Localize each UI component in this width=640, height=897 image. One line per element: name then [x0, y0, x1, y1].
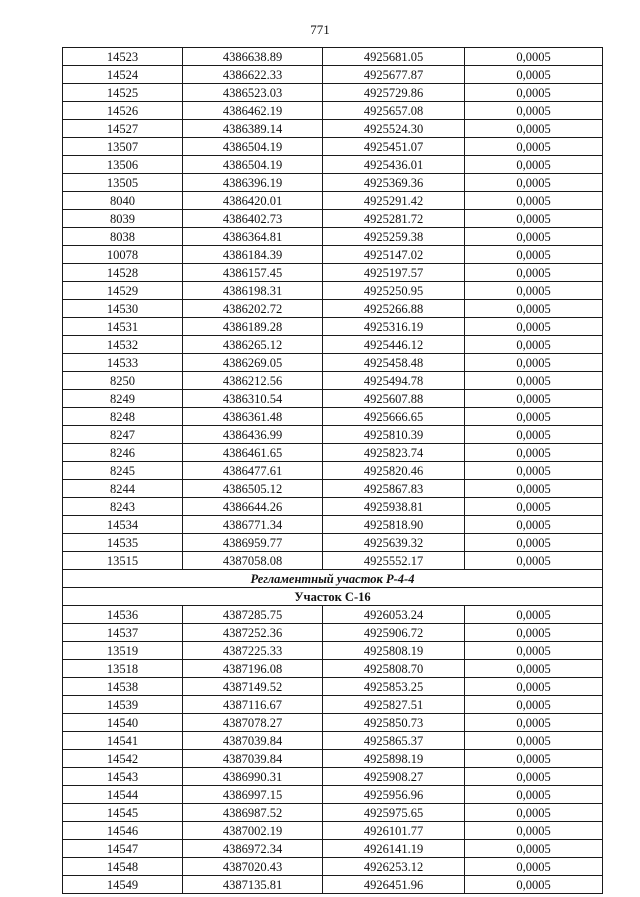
accuracy-cell: 0,0005 [465, 696, 603, 714]
accuracy-cell: 0,0005 [465, 408, 603, 426]
table-row [63, 840, 603, 858]
accuracy-cell: 0,0005 [465, 66, 603, 84]
table-row [63, 120, 603, 138]
accuracy-cell: 0,0005 [465, 822, 603, 840]
accuracy-cell: 0,0005 [465, 678, 603, 696]
x-coordinate-cell: 4387078.27 [183, 714, 323, 732]
section-header-group [63, 570, 603, 606]
accuracy-cell: 0,0005 [465, 354, 603, 372]
accuracy-cell: 0,0005 [465, 336, 603, 354]
table-row [63, 552, 603, 570]
y-coordinate-cell: 4925808.19 [323, 642, 465, 660]
table-row [63, 714, 603, 732]
point-number-cell: 13506 [63, 156, 183, 174]
point-number-cell: 8243 [63, 498, 183, 516]
y-coordinate-cell: 4925906.72 [323, 624, 465, 642]
accuracy-cell: 0,0005 [465, 120, 603, 138]
point-number-cell: 14539 [63, 696, 183, 714]
table-row [63, 876, 603, 894]
x-coordinate-cell: 4387149.52 [183, 678, 323, 696]
y-coordinate-cell: 4925524.30 [323, 120, 465, 138]
y-coordinate-cell: 4925823.74 [323, 444, 465, 462]
accuracy-cell: 0,0005 [465, 876, 603, 894]
table-row [63, 192, 603, 210]
point-number-cell: 8244 [63, 480, 183, 498]
point-number-cell: 14528 [63, 264, 183, 282]
y-coordinate-cell: 4925369.36 [323, 174, 465, 192]
x-coordinate-cell: 4386638.89 [183, 48, 323, 66]
y-coordinate-cell: 4925938.81 [323, 498, 465, 516]
x-coordinate-cell: 4386420.01 [183, 192, 323, 210]
x-coordinate-cell: 4386504.19 [183, 156, 323, 174]
table-row [63, 300, 603, 318]
accuracy-cell: 0,0005 [465, 642, 603, 660]
point-number-cell: 8250 [63, 372, 183, 390]
point-number-cell: 14547 [63, 840, 183, 858]
accuracy-cell: 0,0005 [465, 264, 603, 282]
y-coordinate-cell: 4925850.73 [323, 714, 465, 732]
x-coordinate-cell: 4386269.05 [183, 354, 323, 372]
table-row [63, 678, 603, 696]
table-row [63, 372, 603, 390]
point-number-cell: 8040 [63, 192, 183, 210]
x-coordinate-cell: 4386644.26 [183, 498, 323, 516]
accuracy-cell: 0,0005 [465, 786, 603, 804]
accuracy-cell: 0,0005 [465, 174, 603, 192]
point-number-cell: 13515 [63, 552, 183, 570]
y-coordinate-cell: 4926053.24 [323, 606, 465, 624]
point-number-cell: 14542 [63, 750, 183, 768]
accuracy-cell: 0,0005 [465, 156, 603, 174]
accuracy-cell: 0,0005 [465, 732, 603, 750]
y-coordinate-cell: 4925865.37 [323, 732, 465, 750]
table-row [63, 732, 603, 750]
table-row [63, 336, 603, 354]
y-coordinate-cell: 4926451.96 [323, 876, 465, 894]
table-row [63, 642, 603, 660]
section-header: Регламентный участок Р-4-4 [63, 570, 603, 588]
coordinates-table-body-1 [63, 48, 603, 570]
point-number-cell: 14538 [63, 678, 183, 696]
x-coordinate-cell: 4387285.75 [183, 606, 323, 624]
y-coordinate-cell: 4925316.19 [323, 318, 465, 336]
point-number-cell: 14530 [63, 300, 183, 318]
y-coordinate-cell: 4925867.83 [323, 480, 465, 498]
table-row [63, 66, 603, 84]
x-coordinate-cell: 4386389.14 [183, 120, 323, 138]
point-number-cell: 14535 [63, 534, 183, 552]
x-coordinate-cell: 4386462.19 [183, 102, 323, 120]
x-coordinate-cell: 4386504.19 [183, 138, 323, 156]
x-coordinate-cell: 4387020.43 [183, 858, 323, 876]
section-header-row [63, 570, 603, 588]
table-row [63, 786, 603, 804]
point-number-cell: 8247 [63, 426, 183, 444]
x-coordinate-cell: 4386622.33 [183, 66, 323, 84]
table-row [63, 318, 603, 336]
x-coordinate-cell: 4386265.12 [183, 336, 323, 354]
accuracy-cell: 0,0005 [465, 390, 603, 408]
y-coordinate-cell: 4925677.87 [323, 66, 465, 84]
y-coordinate-cell: 4926253.12 [323, 858, 465, 876]
table-row [63, 84, 603, 102]
point-number-cell: 10078 [63, 246, 183, 264]
table-row [63, 390, 603, 408]
table-row [63, 102, 603, 120]
x-coordinate-cell: 4386477.61 [183, 462, 323, 480]
accuracy-cell: 0,0005 [465, 462, 603, 480]
x-coordinate-cell: 4387116.67 [183, 696, 323, 714]
accuracy-cell: 0,0005 [465, 840, 603, 858]
table-row [63, 228, 603, 246]
accuracy-cell: 0,0005 [465, 210, 603, 228]
table-row [63, 858, 603, 876]
x-coordinate-cell: 4386157.45 [183, 264, 323, 282]
x-coordinate-cell: 4386189.28 [183, 318, 323, 336]
point-number-cell: 8039 [63, 210, 183, 228]
point-number-cell: 13505 [63, 174, 183, 192]
point-number-cell: 14549 [63, 876, 183, 894]
y-coordinate-cell: 4925436.01 [323, 156, 465, 174]
x-coordinate-cell: 4387196.08 [183, 660, 323, 678]
x-coordinate-cell: 4386990.31 [183, 768, 323, 786]
page-number: 771 [310, 22, 330, 37]
x-coordinate-cell: 4386396.19 [183, 174, 323, 192]
accuracy-cell: 0,0005 [465, 516, 603, 534]
x-coordinate-cell: 4387225.33 [183, 642, 323, 660]
accuracy-cell: 0,0005 [465, 660, 603, 678]
point-number-cell: 14546 [63, 822, 183, 840]
table-row [63, 138, 603, 156]
table-row [63, 246, 603, 264]
y-coordinate-cell: 4925607.88 [323, 390, 465, 408]
point-number-cell: 14523 [63, 48, 183, 66]
x-coordinate-cell: 4386997.15 [183, 786, 323, 804]
accuracy-cell: 0,0005 [465, 192, 603, 210]
subsection-header-row [63, 588, 603, 606]
point-number-cell: 14527 [63, 120, 183, 138]
point-number-cell: 14536 [63, 606, 183, 624]
table-row [63, 48, 603, 66]
x-coordinate-cell: 4386987.52 [183, 804, 323, 822]
table-row [63, 498, 603, 516]
table-row [63, 282, 603, 300]
x-coordinate-cell: 4386198.31 [183, 282, 323, 300]
table-row [63, 822, 603, 840]
point-number-cell: 14532 [63, 336, 183, 354]
point-number-cell: 14541 [63, 732, 183, 750]
table-row [63, 174, 603, 192]
table-row [63, 534, 603, 552]
subsection-header: Участок С-16 [63, 588, 603, 606]
y-coordinate-cell: 4925810.39 [323, 426, 465, 444]
coordinates-table [62, 47, 603, 894]
point-number-cell: 14545 [63, 804, 183, 822]
x-coordinate-cell: 4387252.36 [183, 624, 323, 642]
table-row [63, 624, 603, 642]
x-coordinate-cell: 4386959.77 [183, 534, 323, 552]
accuracy-cell: 0,0005 [465, 228, 603, 246]
point-number-cell: 14534 [63, 516, 183, 534]
y-coordinate-cell: 4925956.96 [323, 786, 465, 804]
table-row [63, 480, 603, 498]
y-coordinate-cell: 4925451.07 [323, 138, 465, 156]
accuracy-cell: 0,0005 [465, 102, 603, 120]
x-coordinate-cell: 4386402.73 [183, 210, 323, 228]
accuracy-cell: 0,0005 [465, 606, 603, 624]
y-coordinate-cell: 4925291.42 [323, 192, 465, 210]
y-coordinate-cell: 4925898.19 [323, 750, 465, 768]
y-coordinate-cell: 4925639.32 [323, 534, 465, 552]
y-coordinate-cell: 4925494.78 [323, 372, 465, 390]
accuracy-cell: 0,0005 [465, 84, 603, 102]
table-row [63, 354, 603, 372]
accuracy-cell: 0,0005 [465, 498, 603, 516]
y-coordinate-cell: 4925446.12 [323, 336, 465, 354]
x-coordinate-cell: 4387039.84 [183, 750, 323, 768]
accuracy-cell: 0,0005 [465, 372, 603, 390]
table-row [63, 264, 603, 282]
y-coordinate-cell: 4925197.57 [323, 264, 465, 282]
y-coordinate-cell: 4925820.46 [323, 462, 465, 480]
point-number-cell: 14531 [63, 318, 183, 336]
y-coordinate-cell: 4925259.38 [323, 228, 465, 246]
y-coordinate-cell: 4926141.19 [323, 840, 465, 858]
x-coordinate-cell: 4387039.84 [183, 732, 323, 750]
table-row [63, 804, 603, 822]
point-number-cell: 14525 [63, 84, 183, 102]
y-coordinate-cell: 4925681.05 [323, 48, 465, 66]
x-coordinate-cell: 4386364.81 [183, 228, 323, 246]
accuracy-cell: 0,0005 [465, 858, 603, 876]
y-coordinate-cell: 4925458.48 [323, 354, 465, 372]
point-number-cell: 14537 [63, 624, 183, 642]
point-number-cell: 14524 [63, 66, 183, 84]
y-coordinate-cell: 4925657.08 [323, 102, 465, 120]
x-coordinate-cell: 4386972.34 [183, 840, 323, 858]
accuracy-cell: 0,0005 [465, 300, 603, 318]
x-coordinate-cell: 4386461.65 [183, 444, 323, 462]
accuracy-cell: 0,0005 [465, 804, 603, 822]
table-row [63, 408, 603, 426]
accuracy-cell: 0,0005 [465, 480, 603, 498]
point-number-cell: 8245 [63, 462, 183, 480]
table-row [63, 606, 603, 624]
x-coordinate-cell: 4386202.72 [183, 300, 323, 318]
point-number-cell: 13507 [63, 138, 183, 156]
y-coordinate-cell: 4925818.90 [323, 516, 465, 534]
point-number-cell: 14526 [63, 102, 183, 120]
x-coordinate-cell: 4387135.81 [183, 876, 323, 894]
x-coordinate-cell: 4386505.12 [183, 480, 323, 498]
table-row [63, 426, 603, 444]
point-number-cell: 13518 [63, 660, 183, 678]
accuracy-cell: 0,0005 [465, 624, 603, 642]
y-coordinate-cell: 4925147.02 [323, 246, 465, 264]
accuracy-cell: 0,0005 [465, 48, 603, 66]
accuracy-cell: 0,0005 [465, 534, 603, 552]
x-coordinate-cell: 4386212.56 [183, 372, 323, 390]
table-row [63, 210, 603, 228]
point-number-cell: 8249 [63, 390, 183, 408]
accuracy-cell: 0,0005 [465, 444, 603, 462]
point-number-cell: 14533 [63, 354, 183, 372]
y-coordinate-cell: 4926101.77 [323, 822, 465, 840]
x-coordinate-cell: 4387058.08 [183, 552, 323, 570]
point-number-cell: 14543 [63, 768, 183, 786]
accuracy-cell: 0,0005 [465, 318, 603, 336]
point-number-cell: 14544 [63, 786, 183, 804]
x-coordinate-cell: 4386771.34 [183, 516, 323, 534]
table-row [63, 660, 603, 678]
y-coordinate-cell: 4925281.72 [323, 210, 465, 228]
y-coordinate-cell: 4925552.17 [323, 552, 465, 570]
point-number-cell: 8038 [63, 228, 183, 246]
x-coordinate-cell: 4386361.48 [183, 408, 323, 426]
accuracy-cell: 0,0005 [465, 282, 603, 300]
y-coordinate-cell: 4925266.88 [323, 300, 465, 318]
x-coordinate-cell: 4386436.99 [183, 426, 323, 444]
accuracy-cell: 0,0005 [465, 552, 603, 570]
y-coordinate-cell: 4925975.65 [323, 804, 465, 822]
x-coordinate-cell: 4386184.39 [183, 246, 323, 264]
point-number-cell: 14529 [63, 282, 183, 300]
accuracy-cell: 0,0005 [465, 246, 603, 264]
point-number-cell: 14548 [63, 858, 183, 876]
point-number-cell: 14540 [63, 714, 183, 732]
y-coordinate-cell: 4925908.27 [323, 768, 465, 786]
x-coordinate-cell: 4386310.54 [183, 390, 323, 408]
accuracy-cell: 0,0005 [465, 714, 603, 732]
point-number-cell: 8248 [63, 408, 183, 426]
point-number-cell: 13519 [63, 642, 183, 660]
table-row [63, 768, 603, 786]
accuracy-cell: 0,0005 [465, 138, 603, 156]
accuracy-cell: 0,0005 [465, 426, 603, 444]
table-row [63, 156, 603, 174]
table-row [63, 696, 603, 714]
x-coordinate-cell: 4387002.19 [183, 822, 323, 840]
y-coordinate-cell: 4925250.95 [323, 282, 465, 300]
table-row [63, 750, 603, 768]
y-coordinate-cell: 4925808.70 [323, 660, 465, 678]
accuracy-cell: 0,0005 [465, 750, 603, 768]
x-coordinate-cell: 4386523.03 [183, 84, 323, 102]
coordinates-table-body-2 [63, 606, 603, 894]
y-coordinate-cell: 4925853.25 [323, 678, 465, 696]
table-row [63, 462, 603, 480]
table-row [63, 444, 603, 462]
y-coordinate-cell: 4925827.51 [323, 696, 465, 714]
y-coordinate-cell: 4925666.65 [323, 408, 465, 426]
table-row [63, 516, 603, 534]
point-number-cell: 8246 [63, 444, 183, 462]
y-coordinate-cell: 4925729.86 [323, 84, 465, 102]
accuracy-cell: 0,0005 [465, 768, 603, 786]
